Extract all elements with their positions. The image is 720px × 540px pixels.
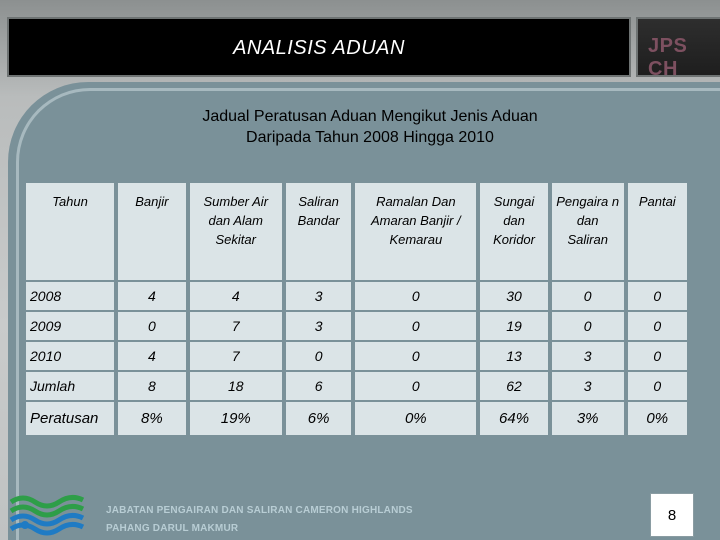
table-heading-line1: Jadual Peratusan Aduan Mengikut Jenis Aduan [202,108,538,125]
organization-line1: JABATAN PENGAIRAN DAN SALIRAN CAMERON HIGHLANDS [106,505,413,516]
table-cell: 19 [480,312,548,340]
table-cell: 0 [552,282,624,310]
header-banjir: Banjir [118,183,186,280]
table-row [26,342,687,370]
table-cell: 19% [190,402,282,435]
table-cell: 7 [190,312,282,340]
organization-name [106,502,413,538]
table-cell: 8% [118,402,186,435]
table-cell: 0 [552,312,624,340]
table-cell: 7 [190,342,282,370]
table-cell: 62 [480,372,548,400]
header-pengairan: Pengaira n dan Saliran [552,183,624,280]
row-label: 2008 [26,282,114,310]
header-pantai: Pantai [628,183,687,280]
header-ramalan: Ramalan Dan Amaran Banjir / Kemarau [355,183,476,280]
slide-title: ANALISIS ADUAN [233,37,405,59]
table-cell: 4 [118,282,186,310]
complaint-table [22,181,691,437]
table-cell: 6 [286,372,352,400]
table-cell: 0 [286,342,352,370]
table-cell: 3 [286,312,352,340]
table-cell: 0 [628,282,687,310]
table-cell: 0 [628,372,687,400]
table-cell: 3 [552,372,624,400]
header-sumber-air: Sumber Air dan Alam Sekitar [190,183,282,280]
header-sungai: Sungai dan Koridor [480,183,548,280]
table-row [26,282,687,310]
row-label: 2010 [26,342,114,370]
table-cell: 3 [552,342,624,370]
table-cell: 0 [118,312,186,340]
table-cell: 0% [355,402,476,435]
table-cell: 18 [190,372,282,400]
table-cell: 0 [628,342,687,370]
table-cell: 4 [118,342,186,370]
row-label: Jumlah [26,372,114,400]
row-label: 2009 [26,312,114,340]
table-header-row [26,183,687,280]
table-cell: 0 [355,342,476,370]
table-cell: 0 [355,372,476,400]
table-row [26,372,687,400]
jps-waves-logo-icon [5,492,85,536]
header-tahun: Tahun [26,183,114,280]
table-cell: 0 [355,282,476,310]
table-heading [60,106,680,148]
page-number: 8 [667,507,677,524]
page-number-box [650,493,694,537]
brand-text: JPS CH [648,35,688,80]
table-cell: 6% [286,402,352,435]
table-cell: 13 [480,342,548,370]
brand-tag [636,17,720,80]
table-cell: 0% [628,402,687,435]
table-row [26,402,687,435]
title-bar [7,17,631,77]
table-cell: 0 [628,312,687,340]
table-cell: 3% [552,402,624,435]
table-heading-line2: Daripada Tahun 2008 Hingga 2010 [246,129,494,146]
table-cell: 3 [286,282,352,310]
table-row [26,312,687,340]
organization-line2: PAHANG DARUL MAKMUR [106,523,239,534]
header-saliran-bandar: Saliran Bandar [286,183,352,280]
table-cell: 30 [480,282,548,310]
table-cell: 8 [118,372,186,400]
table-cell: 0 [355,312,476,340]
table-cell: 4 [190,282,282,310]
row-label: Peratusan [26,402,114,435]
table-cell: 64% [480,402,548,435]
